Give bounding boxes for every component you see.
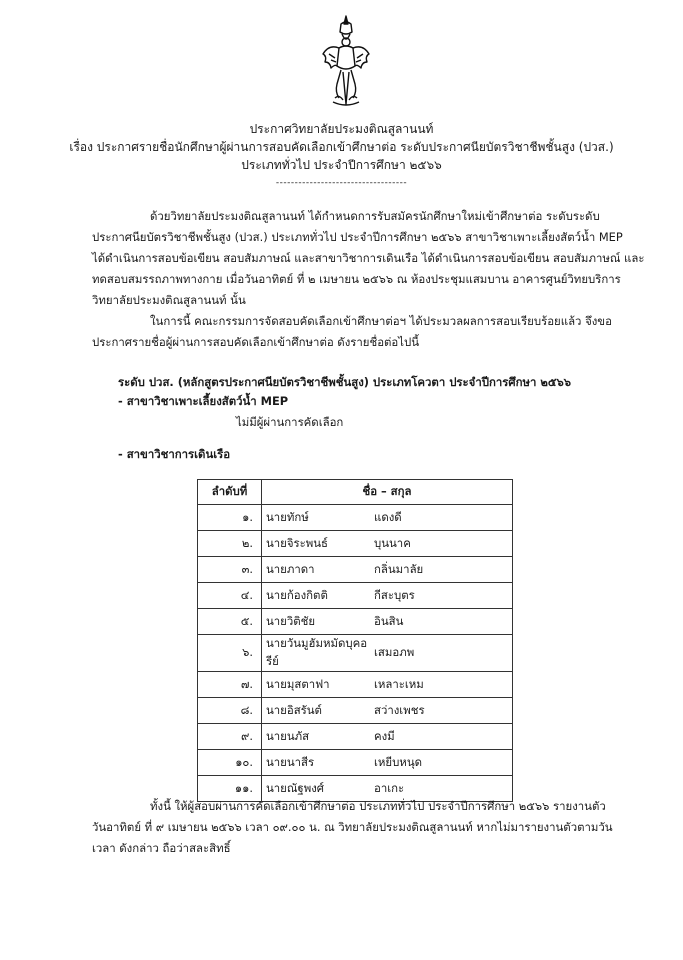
row-name: นายวันมูฮัมหมัดบุคอรีย์	[262, 635, 375, 672]
table-row	[198, 672, 513, 698]
row-name: นายจิระพนธ์	[262, 531, 375, 557]
announcement-issuer: ประกาศวิทยาลัยประมงติณสูลานนท์	[249, 122, 434, 136]
row-number: ๑.	[198, 505, 262, 531]
row-name: นายก้องกิตติ	[262, 583, 375, 609]
row-name: นายอิสรันต์	[262, 698, 375, 724]
row-number: ๔.	[198, 583, 262, 609]
paragraph-1-line-5: วิทยาลัยประมงติณสูลานนท์ นั้น	[92, 293, 246, 307]
row-surname: กลิ่นมาลัย	[374, 557, 513, 583]
table-header-row	[198, 480, 513, 505]
row-number: ๘.	[198, 698, 262, 724]
column-header-order: ลำดับที่	[198, 480, 262, 505]
table-row	[198, 724, 513, 750]
row-number: ๓.	[198, 557, 262, 583]
row-surname: บุนนาค	[374, 531, 513, 557]
table-row	[198, 531, 513, 557]
row-surname: คงมี	[374, 724, 513, 750]
section-aquaculture-title: - สาขาวิชาเพาะเลี้ยงสัตว์น้ำ MEP	[118, 394, 289, 408]
row-number: ๑๐.	[198, 750, 262, 776]
passed-candidates-table	[197, 479, 513, 802]
table-row	[198, 635, 513, 672]
announcement-subject: เรื่อง ประกาศรายชื่อนักศึกษาผู้ผ่านการสอบคัดเลือกเข้าศึกษาต่อ ระดับประกาศนียบัตรวิชาชีพชั้นสูง (ปวส.)	[69, 140, 614, 154]
row-surname: เสมอภพ	[374, 635, 513, 672]
row-number: ๖.	[198, 635, 262, 672]
row-name: นายวิติชัย	[262, 609, 375, 635]
table-row	[198, 583, 513, 609]
garuda-emblem-icon	[321, 14, 371, 110]
table-row	[198, 609, 513, 635]
section-navigation-title: - สาขาวิชาการเดินเรือ	[118, 447, 231, 461]
paragraph-2-line-1: ในการนี้ คณะกรรมการจัดสอบคัดเลือกเข้าศึกษาต่อฯ ได้ประมวลผลการสอบเรียบร้อยแล้ว จึงขอ	[150, 314, 612, 328]
row-number: ๗.	[198, 672, 262, 698]
paragraph-1-line-2: ประกาศนียบัตรวิชาชีพชั้นสูง (ปวส.) ประเภททั่วไป ประจำปีการศึกษา ๒๕๖๖ สาขาวิชาเพาะเลี้ยงสัตว์น้ำ MEP	[92, 230, 623, 244]
level-heading: ระดับ ปวส. (หลักสูตรประกาศนียบัตรวิชาชีพชั้นสูง) ประเภทโควตา ประจำปีการศึกษา ๒๕๖๖	[118, 375, 571, 389]
row-name: นายภาดา	[262, 557, 375, 583]
announcement-subject-cont: ประเภททั่วไป ประจำปีการศึกษา ๒๕๖๖	[241, 158, 442, 172]
divider: -----------------------------------	[275, 178, 408, 188]
paragraph-1-line-3: ได้ดำเนินการสอบข้อเขียน สอบสัมภาษณ์ และสาขาวิชาการเดินเรือ ได้ดำเนินการสอบข้อเขียน สอบสัมภาษณ์ และ	[92, 251, 645, 265]
row-name: นายทักษ์	[262, 505, 375, 531]
section-aquaculture-note: ไม่มีผู้ผ่านการคัดเลือก	[236, 415, 344, 429]
paragraph-1-line-4: ทดสอบสมรรถภาพทางกาย เมื่อวันอาทิตย์ ที่ ๒ เมษายน ๒๕๖๖ ณ ห้องประชุมแสมบาน อาคารศูนย์วิทยบริการ	[92, 272, 621, 286]
table-row	[198, 505, 513, 531]
row-number: ๒.	[198, 531, 262, 557]
row-surname: อาเกะ	[374, 776, 513, 802]
row-surname: อินสิน	[374, 609, 513, 635]
row-surname: แดงดี	[374, 505, 513, 531]
footer-line-3: เวลา ดังกล่าว ถือว่าสละสิทธิ์	[92, 841, 231, 855]
table-row	[198, 698, 513, 724]
paragraph-2-line-2: ประกาศรายชื่อผู้ผ่านการสอบคัดเลือกเข้าศึกษาต่อ ดังรายชื่อต่อไปนี้	[92, 335, 420, 349]
paragraph-1-line-1: ด้วยวิทยาลัยประมงติณสูลานนท์ ได้กำหนดการรับสมัครนักศึกษาใหม่เข้าศึกษาต่อ ระดับระดับ	[150, 209, 600, 223]
row-surname: สว่างเพชร	[374, 698, 513, 724]
row-surname: กีสะบุตร	[374, 583, 513, 609]
footer-line-2: วันอาทิตย์ ที่ ๙ เมษายน ๒๕๖๖ เวลา ๐๙.๐๐ น. ณ วิทยาลัยประมงติณสูลานนท์ หากไม่มารายงานตัวตามวัน	[92, 820, 613, 834]
row-name: นายณัฐพงศ์	[262, 776, 375, 802]
table-row	[198, 557, 513, 583]
footer-line-1: ทั้งนี้ ให้ผู้สอบผ่านการคัดเลือกเข้าศึกษาต่อ ประเภททั่วไป ประจำปีการศึกษา ๒๕๖๖ รายงานตัว	[150, 799, 606, 813]
row-surname: เหยีบหนุด	[374, 750, 513, 776]
row-number: ๙.	[198, 724, 262, 750]
row-surname: เหลาะเหม	[374, 672, 513, 698]
row-name: นายมุสตาฟา	[262, 672, 375, 698]
row-number: ๕.	[198, 609, 262, 635]
table-row	[198, 750, 513, 776]
row-number: ๑๑.	[198, 776, 262, 802]
row-name: นายนภัส	[262, 724, 375, 750]
row-name: นายนาสีร	[262, 750, 375, 776]
column-header-name: ชื่อ – สกุล	[262, 480, 513, 505]
